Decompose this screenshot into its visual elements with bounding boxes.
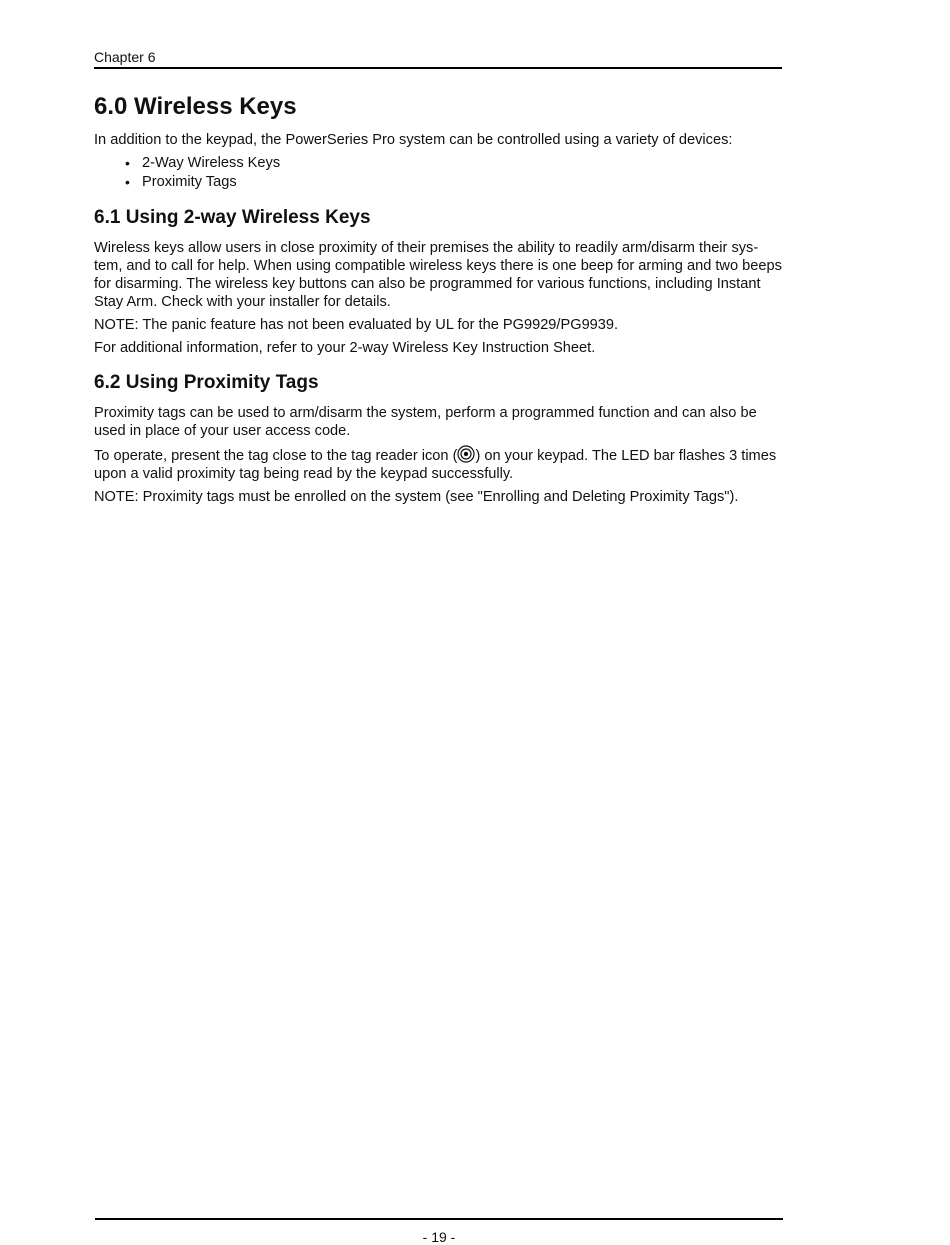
bullet-icon: • (125, 174, 130, 190)
device-list (94, 154, 782, 192)
list-item-label: Proximity Tags (142, 174, 237, 190)
section-6-1-paragraph: Wireless keys allow users in close proximity of their premises the ability to readily arm/disarm their sys-tem, and to call for help. When using compatible wireless keys there is one beep for arming and two beeps for disarming. The wireless key buttons can also be programmed for various functions, including Instant Stay Arm. Check with your installer for details. (94, 240, 782, 310)
list-item (94, 154, 782, 173)
list-item (94, 173, 782, 192)
bullet-icon: • (125, 155, 130, 171)
section-6-0-intro: In addition to the keypad, the PowerSeries Pro system can be controlled using a variety of devices: (94, 132, 733, 148)
section-6-1-title: 6.1 Using 2-way Wireless Keys (94, 207, 371, 228)
section-6-2-operate-paragraph (94, 445, 782, 483)
tag-reader-icon (457, 445, 475, 463)
footer-rule (95, 1218, 783, 1220)
operate-text-after-icon: ) on your keypad. The LED bar flashes 3 times upon a valid proximity tag being read by the keypad successfully. (94, 448, 777, 482)
section-6-1-additional-info: For additional information, refer to your 2-way Wireless Key Instruction Sheet. (94, 340, 596, 356)
operate-text-before-icon: To operate, present the tag close to the tag reader icon ( (94, 448, 458, 464)
section-6-1-note: NOTE: The panic feature has not been evaluated by UL for the PG9929/PG9939. (94, 317, 619, 333)
list-item-label: 2-Way Wireless Keys (142, 155, 281, 171)
chapter-header: Chapter 6 (94, 48, 782, 69)
section-6-2-note: NOTE: Proximity tags must be enrolled on the system (see "Enrolling and Deleting Proximity Tags"). (94, 489, 739, 505)
page-number: - 19 - (422, 1229, 456, 1245)
document-page (94, 48, 782, 511)
section-6-2-title: 6.2 Using Proximity Tags (94, 372, 319, 393)
section-6-0-title: 6.0 Wireless Keys (94, 93, 297, 120)
section-6-2-paragraph: Proximity tags can be used to arm/disarm the system, perform a programmed function and can also be used in place of your user access code. (94, 405, 757, 439)
